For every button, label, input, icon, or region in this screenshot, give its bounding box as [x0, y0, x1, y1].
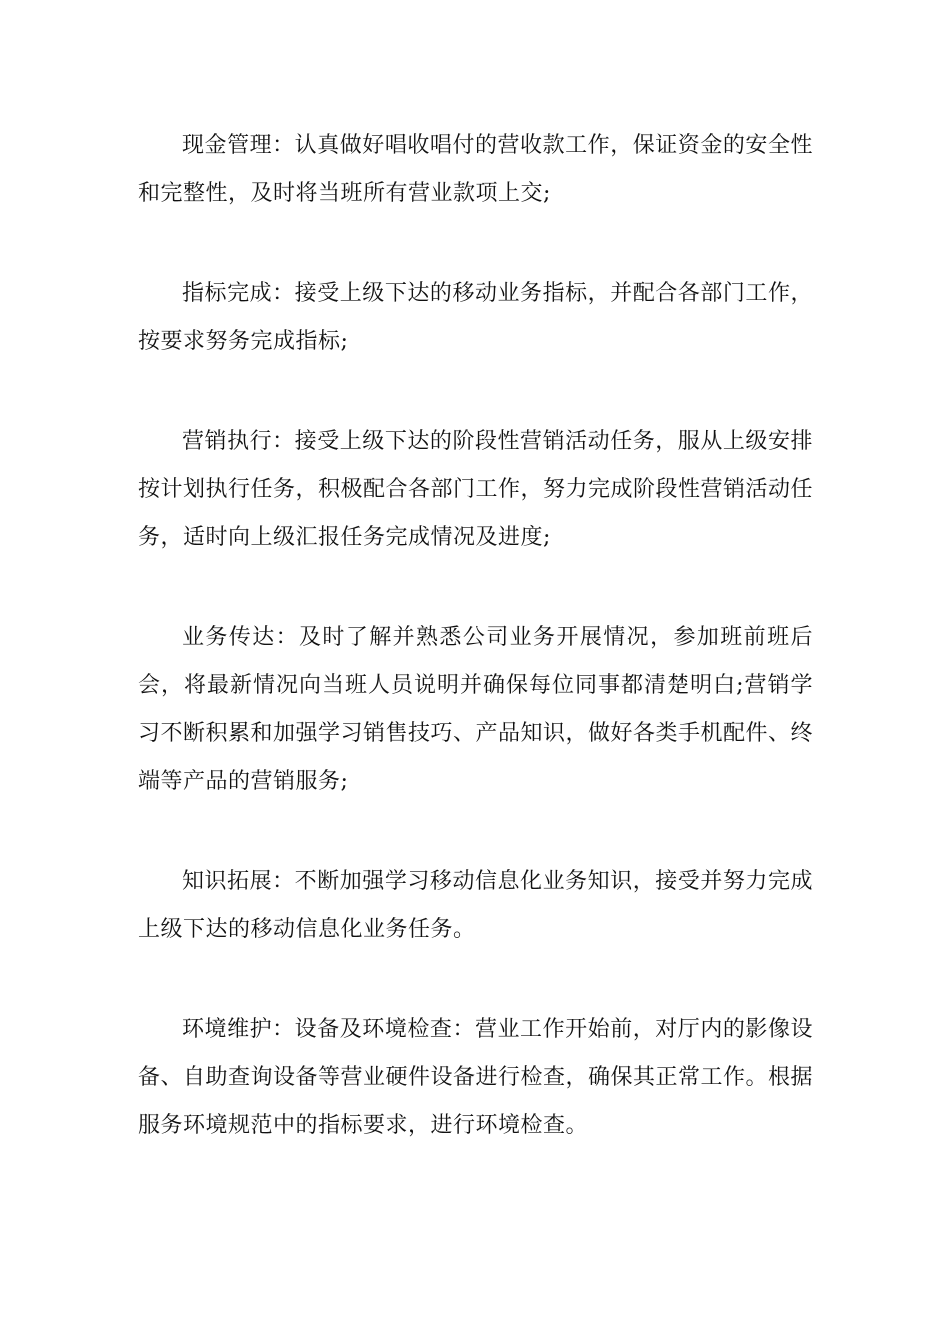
- paragraph-knowledge-expansion: 知识拓展：不断加强学习移动信息化业务知识，接受并努力完成上级下达的移动信息化业务任务。: [138, 869, 813, 942]
- paragraph-target-completion: 指标完成：接受上级下达的移动业务指标，并配合各部门工作，按要求努务完成指标;: [138, 281, 813, 354]
- paragraph-marketing-execution: 营销执行：接受上级下达的阶段性营销活动任务，服从上级安排按计划执行任务，积极配合各部门工作，努力完成阶段性营销活动任务，适时向上级汇报任务完成情况及进度;: [138, 429, 814, 550]
- paragraph-business-communication: 业务传达：及时了解并熟悉公司业务开展情况，参加班前班后会，将最新情况向当班人员说明并确保每位同事都清楚明白;营销学习不断积累和加强学习销售技巧、产品知识，做好各类手机配件、终端等产品的营销服务;: [138, 625, 814, 794]
- document-body: [138, 122, 813, 1150]
- paragraph-environment-maintenance: 环境维护：设备及环境检查：营业工作开始前，对厅内的影像设备、自助查询设备等营业硬件设备进行检查，确保其正常工作。根据服务环境规范中的指标要求，进行环境检查。: [138, 1017, 814, 1138]
- paragraph-cash-management: 现金管理：认真做好唱收唱付的营收款工作，保证资金的安全性和完整性，及时将当班所有营业款项上交;: [138, 133, 813, 206]
